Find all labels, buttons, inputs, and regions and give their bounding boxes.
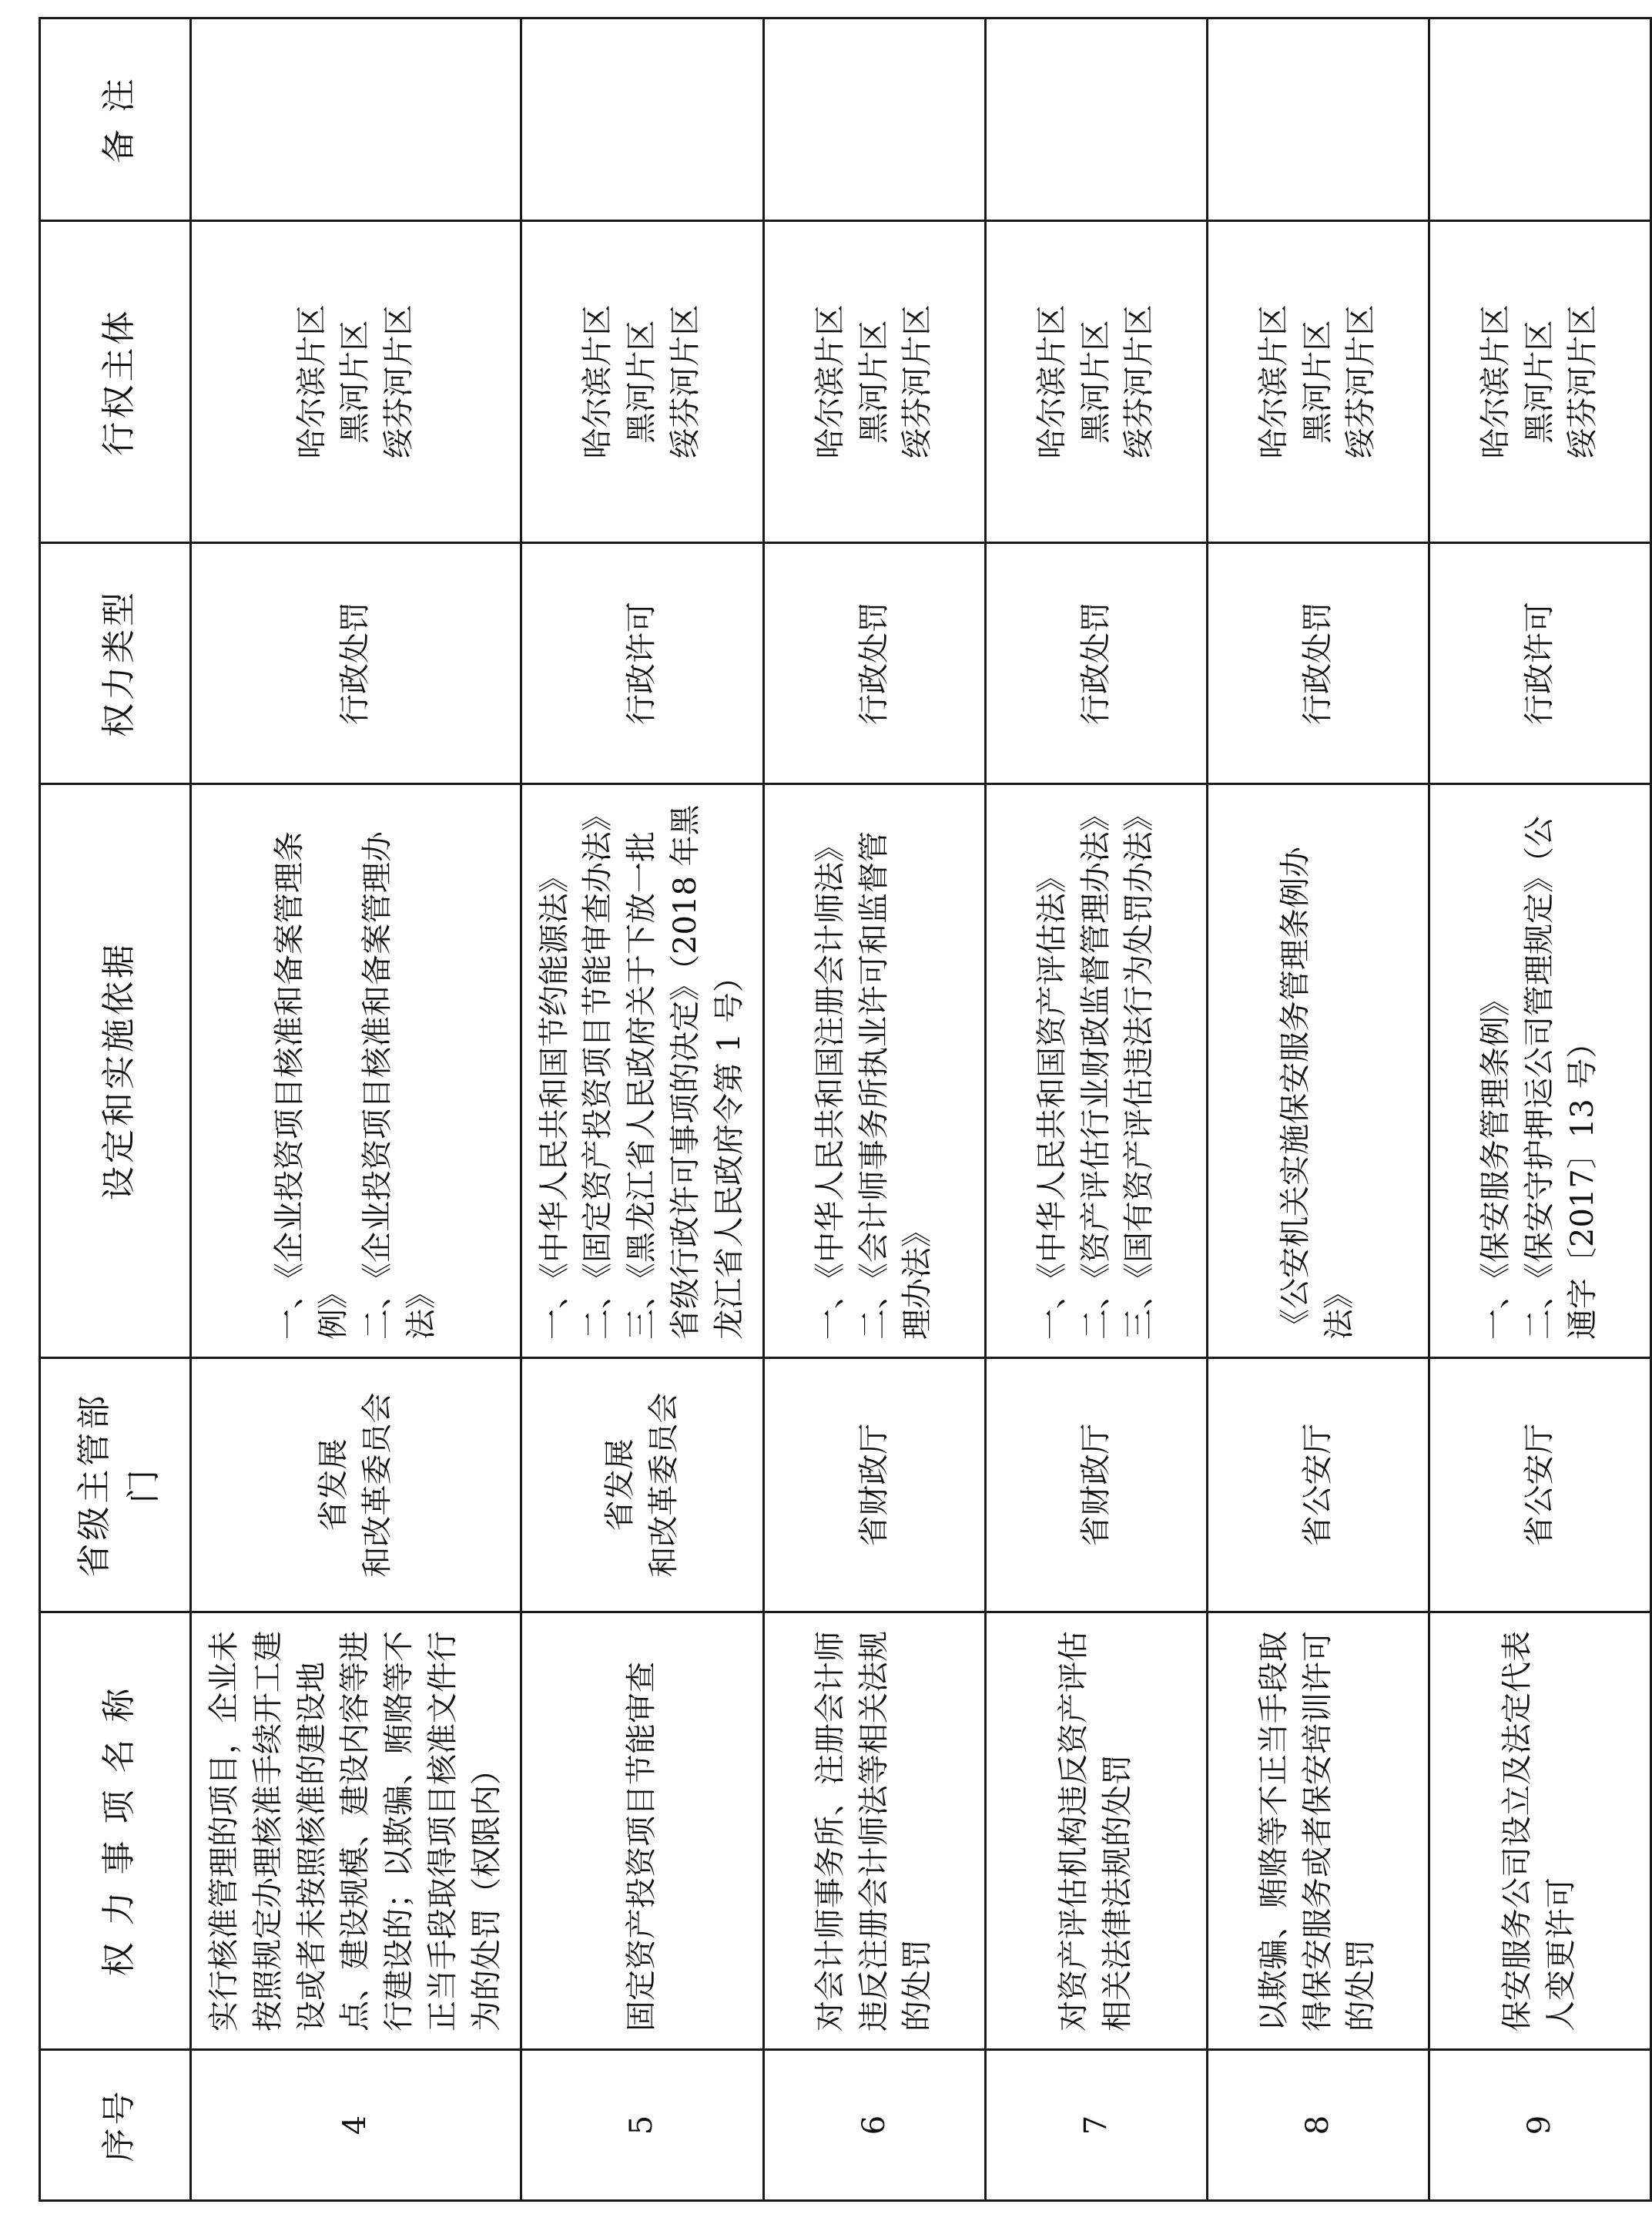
row-seq: 9 xyxy=(1429,2050,1650,2201)
subject-line: 黑河片区 xyxy=(856,320,892,444)
row-dept xyxy=(1429,1358,1650,1612)
row-basis xyxy=(985,784,1207,1358)
subject-line: 哈尔滨片区 xyxy=(1255,304,1292,459)
row-subject xyxy=(985,221,1207,543)
row-type: 行政处罚 xyxy=(1207,543,1429,784)
header-type: 权力类型 xyxy=(40,543,191,784)
row-basis xyxy=(763,784,985,1358)
basis-line: 二、《固定资产投资项目节能审查办法》 xyxy=(580,800,616,1340)
row-seq: 4 xyxy=(191,2050,521,2201)
basis-line: 一、《企业投资项目核准和备案管理条例》 xyxy=(272,831,351,1340)
row-type: 行政许可 xyxy=(521,543,763,784)
basis-line: 二、《会计师事务所执业许可和监督管理办法》 xyxy=(856,831,936,1340)
basis-line: 《公安机关实施保安服务管理条例办法》 xyxy=(1278,847,1358,1340)
subject-line: 黑河片区 xyxy=(1521,320,1557,444)
row-basis xyxy=(521,784,763,1358)
row-type: 行政处罚 xyxy=(985,543,1207,784)
table-row xyxy=(1207,18,1429,2201)
row-type: 行政许可 xyxy=(1429,543,1650,784)
row-dept xyxy=(1207,1358,1429,1612)
basis-line: 二、《企业投资项目核准和备案管理办法》 xyxy=(359,831,439,1340)
subject-line: 哈尔滨片区 xyxy=(1477,304,1513,459)
subject-line: 绥芬河片区 xyxy=(900,304,936,459)
row-note xyxy=(1207,18,1429,221)
subject-line: 绥芬河片区 xyxy=(1121,304,1158,459)
row-seq: 6 xyxy=(763,2050,985,2201)
row-basis xyxy=(1429,784,1650,1358)
basis-line: 一、《中华人民共和国注册会计师法》 xyxy=(812,831,848,1340)
header-note: 备 注 xyxy=(40,18,191,221)
subject-line: 绥芬河片区 xyxy=(381,304,417,459)
row-subject xyxy=(763,221,985,543)
dept-line: 省发展 xyxy=(315,1438,351,1532)
header-basis: 设定和实施依据 xyxy=(40,784,191,1358)
row-name: 对资产评估机构违反资产评估相关法律法规的处罚 xyxy=(985,1612,1207,2050)
subject-line: 黑河片区 xyxy=(1299,320,1335,444)
row-name: 以欺骗、贿赂等不正当手段取得保安服务或者保安培训许可的处罚 xyxy=(1207,1612,1429,2050)
power-list-table xyxy=(39,17,1652,2202)
dept-line: 省公安厅 xyxy=(1521,1423,1557,1547)
row-subject xyxy=(1429,221,1650,543)
basis-line: 二、《保安守护押运公司管理规定》（公通字〔2017〕13 号） xyxy=(1521,816,1601,1340)
subject-line: 黑河片区 xyxy=(1077,320,1114,444)
table-row xyxy=(985,18,1207,2201)
row-note xyxy=(191,18,521,221)
row-seq: 7 xyxy=(985,2050,1207,2201)
dept-line: 省公安厅 xyxy=(1299,1423,1335,1547)
subject-line: 绥芬河片区 xyxy=(667,304,703,459)
basis-line: 二、《资产评估行业财政监督管理办法》 xyxy=(1077,800,1114,1340)
row-dept xyxy=(191,1358,521,1612)
row-name: 对会计师事务所、注册会计师违反注册会计师法等相关法规的处罚 xyxy=(763,1612,985,2050)
subject-line: 黑河片区 xyxy=(624,320,660,444)
dept-line: 省财政厅 xyxy=(856,1423,892,1547)
subject-line: 哈尔滨片区 xyxy=(580,304,616,459)
row-basis xyxy=(191,784,521,1358)
dept-line: 和改革委员会 xyxy=(645,1392,682,1578)
subject-line: 黑河片区 xyxy=(337,320,374,444)
dept-line: 省财政厅 xyxy=(1077,1423,1114,1547)
header-seq: 序号 xyxy=(40,2050,191,2201)
rotated-document-page xyxy=(39,19,1601,2202)
row-note xyxy=(985,18,1207,221)
row-note xyxy=(521,18,763,221)
row-dept xyxy=(521,1358,763,1612)
subject-line: 哈尔滨片区 xyxy=(812,304,848,459)
table-row xyxy=(1429,18,1650,2201)
row-type: 行政处罚 xyxy=(763,543,985,784)
row-name: 固定资产投资项目节能审查 xyxy=(521,1612,763,2050)
subject-line: 哈尔滨片区 xyxy=(293,304,330,459)
basis-line: 三、《国有资产评估违法行为处罚办法》 xyxy=(1121,800,1158,1340)
row-note xyxy=(763,18,985,221)
subject-line: 绥芬河片区 xyxy=(1565,304,1601,459)
header-dept: 省级主管部门 xyxy=(40,1358,191,1612)
row-name: 保安服务公司设立及法定代表人变更许可 xyxy=(1429,1612,1650,2050)
basis-line: 三、《黑龙江省人民政府关于下放一批省级行政许可事项的决定》（2018 年黑龙江省人民政府令第 1 号） xyxy=(624,804,747,1340)
row-dept xyxy=(763,1358,985,1612)
row-note xyxy=(1429,18,1650,221)
dept-line: 和改革委员会 xyxy=(359,1392,395,1578)
basis-line: 一、《保安服务管理条例》 xyxy=(1477,985,1513,1340)
header-subject: 行权主体 xyxy=(40,221,191,543)
basis-line: 一、《中华人民共和国节约能源法》 xyxy=(536,862,572,1340)
row-seq: 8 xyxy=(1207,2050,1429,2201)
row-seq: 5 xyxy=(521,2050,763,2201)
header-name: 权 力 事 项 名 称 xyxy=(40,1612,191,2050)
subject-line: 绥芬河片区 xyxy=(1343,304,1379,459)
table-row xyxy=(521,18,763,2201)
basis-line: 一、《中华人民共和国资产评估法》 xyxy=(1034,862,1070,1340)
row-subject xyxy=(521,221,763,543)
row-type: 行政处罚 xyxy=(191,543,521,784)
row-basis xyxy=(1207,784,1429,1358)
row-dept xyxy=(985,1358,1207,1612)
dept-line: 省发展 xyxy=(601,1438,638,1532)
row-subject xyxy=(191,221,521,543)
table-header-row xyxy=(40,18,191,2201)
subject-line: 哈尔滨片区 xyxy=(1034,304,1070,459)
row-name: 实行核准管理的项目，企业未按照规定办理核准手续开工建设或者未按照核准的建设地点、建设规模、建设内容等进行建设的；以欺骗、贿赂等不正当手段取得项目核准文件行为的处罚（权限内） xyxy=(191,1612,521,2050)
table-row xyxy=(191,18,521,2201)
table-row xyxy=(763,18,985,2201)
row-subject xyxy=(1207,221,1429,543)
